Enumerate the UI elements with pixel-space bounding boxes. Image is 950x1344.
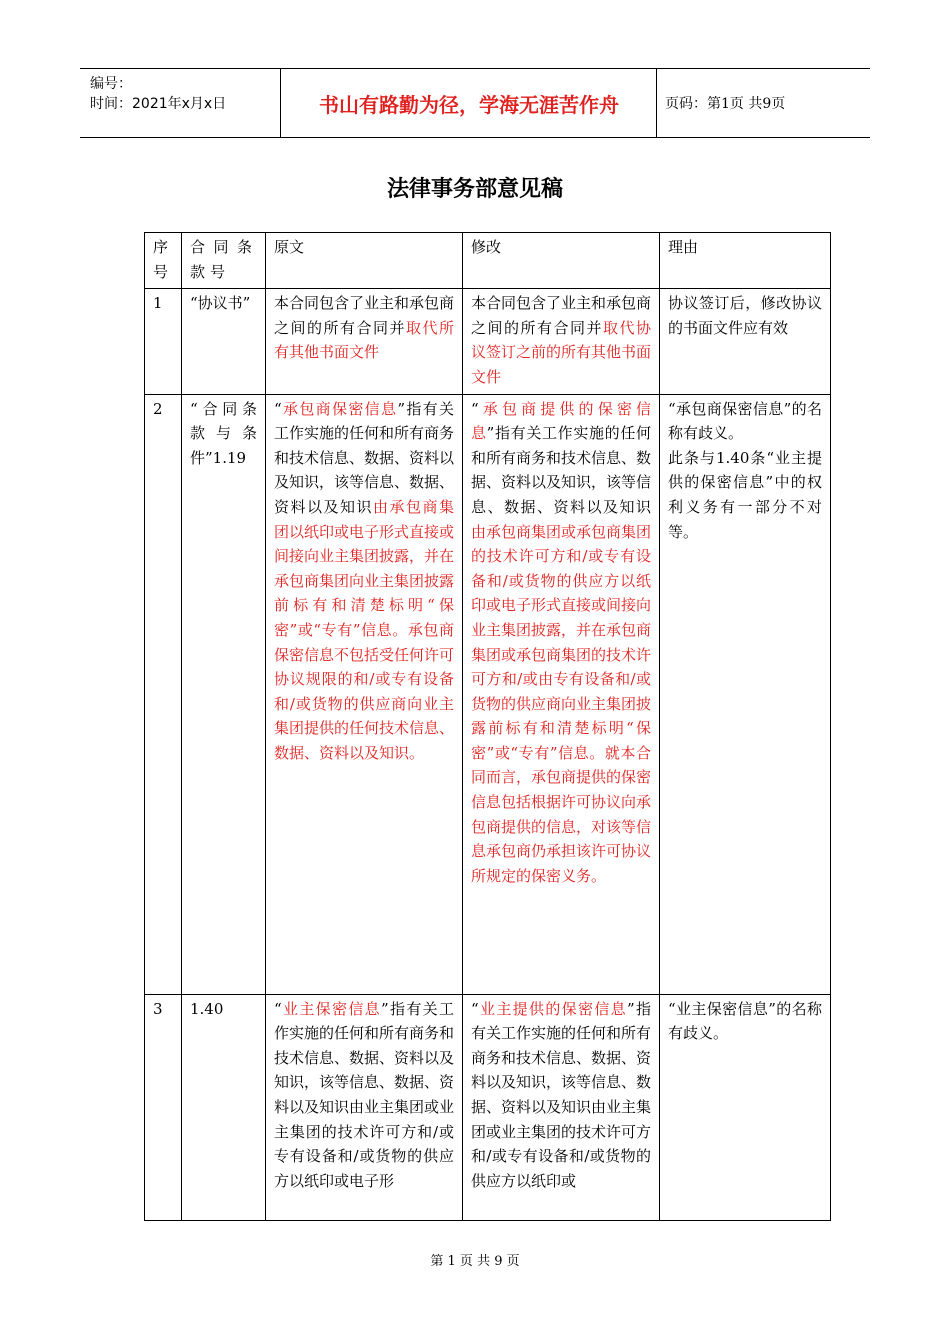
page-header — [80, 68, 870, 138]
row-reason: “业主保密信息”的名称有歧义。 — [660, 994, 831, 1220]
col-header-no: 序号 — [145, 233, 182, 289]
table-header-row — [145, 233, 831, 289]
row-clause: “合同条款与条件”1.19 — [182, 394, 266, 994]
col-header-modified: 修改 — [463, 233, 660, 289]
row-modified: 本合同包含了业主和承包商之间的所有合同并取代协议签订之前的所有其他书面文件 — [463, 289, 660, 394]
row-no: 2 — [145, 394, 182, 994]
header-meta — [80, 69, 281, 137]
row-modified: “业主提供的保密信息”指有关工作实施的任何和所有商务和技术信息、数据、资料以及知识，该等信息、数据、资料以及知识由业主集团或业主集团的技术许可方和/或专有设备和/或货物的供应方以纸印或 — [463, 994, 660, 1220]
header-motto: 书山有路勤为径，学海无涯苦作舟 — [282, 69, 657, 137]
table-row — [145, 994, 831, 1220]
row-reason: “承包商保密信息”的名称有歧义。 此条与1.40条“业主提供的保密信息”中的权利义务有一部分不对等。 — [660, 394, 831, 994]
row-clause: 1.40 — [182, 994, 266, 1220]
row-original: 本合同包含了业主和承包商之间的所有合同并取代所有其他书面文件 — [266, 289, 463, 394]
row-no: 3 — [145, 994, 182, 1220]
col-header-original: 原文 — [266, 233, 463, 289]
col-header-clause: 合同条款号 — [182, 233, 266, 289]
row-modified: “承包商提供的保密信息”指有关工作实施的任何和所有商务和技术信息、数据、资料以及知识，该等信息、数据、资料以及知识由承包商集团或承包商集团的技术许可方和/或专有设备和/或货物的供应方以纸印或电子形式直接或间接向业主集团披露，并在承包商集团或承包商集团的技术许可方和/或由专有设备和/或货物的供应商向业主集团披露前标有和清楚标明“保密”或“专有”信息。就本合同而言，承包商提供的保密信息包括根据许可协议向承包商提供的信息，对该等信息承包商仍承担该许可协议所规定的保密义务。 — [463, 394, 660, 994]
row-reason: 协议签订后，修改协议的书面文件应有效 — [660, 289, 831, 394]
time-label: 时间：2021年x月x日 — [90, 96, 227, 112]
col-header-reason: 理由 — [660, 233, 831, 289]
table-row — [145, 394, 831, 994]
number-label: 编号： — [90, 76, 132, 92]
row-clause: “协议书” — [182, 289, 266, 394]
row-original: “承包商保密信息”指有关工作实施的任何和所有商务和技术信息、数据、资料以及知识，该等信息、数据、资料以及知识由承包商集团以纸印或电子形式直接或间接向业主集团披露，并在承包商集团向业主集团披露前标有和清楚标明“保密”或“专有”信息。承包商保密信息不包括受任何许可协议规限的和/或专有设备和/或货物的供应商向业主集团提供的任何技术信息、数据、资料以及知识。 — [266, 394, 463, 994]
row-original: “业主保密信息”指有关工作实施的任何和所有商务和技术信息、数据、资料以及知识，该等信息、数据、资料以及知识由业主集团或业主集团的技术许可方和/或专有设备和/或货物的供应方以纸印或电子形 — [266, 994, 463, 1220]
header-page-info: 页码：第1页 共9页 — [665, 96, 786, 112]
document-title: 法律事务部意见稿 — [386, 177, 563, 202]
page-footer: 第 1 页 共 9 页 — [430, 1254, 520, 1269]
row-no: 1 — [145, 289, 182, 394]
opinion-table — [144, 232, 831, 1221]
table-row — [145, 289, 831, 394]
